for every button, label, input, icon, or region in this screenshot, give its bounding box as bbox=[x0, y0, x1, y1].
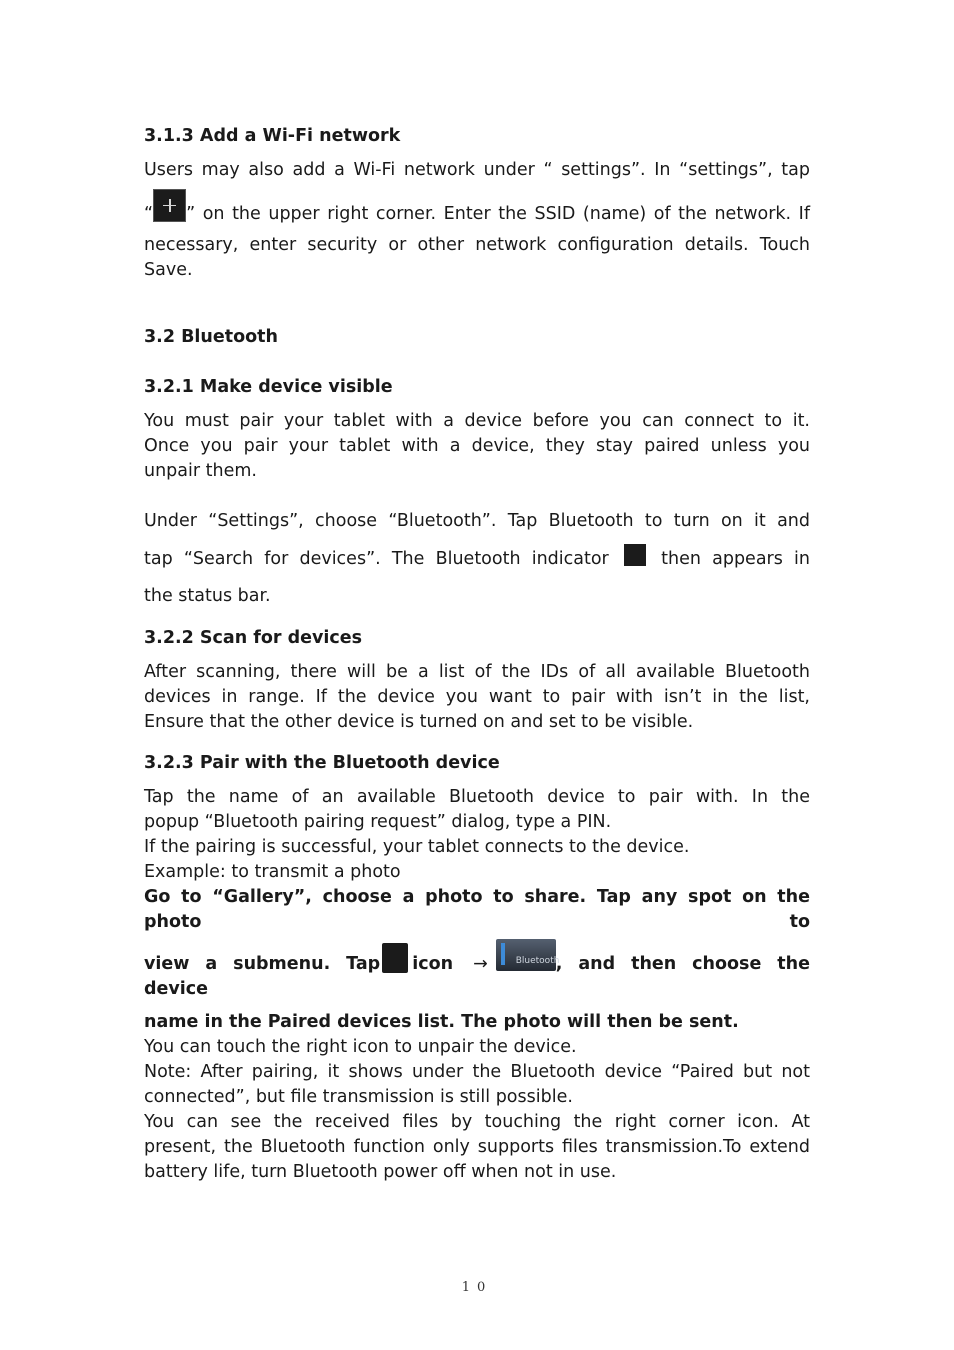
bluetooth-symbol-icon bbox=[501, 943, 505, 965]
paragraph-scan bbox=[144, 660, 810, 735]
bluetooth-button-icon bbox=[496, 939, 560, 971]
text-line: Once you pair your tablet with a device, they stay paired unless you bbox=[144, 436, 810, 456]
text-line: You can touch the right icon to unpair the device. bbox=[144, 1037, 577, 1057]
text-line: connected”, but file transmission is still possible. bbox=[144, 1087, 573, 1107]
paragraph-turn-on-bluetooth bbox=[144, 509, 810, 609]
text-fragment: , and then choose the device bbox=[144, 954, 810, 999]
bluetooth-button-label: Bluetooth bbox=[515, 956, 560, 966]
arrow-icon: → bbox=[473, 954, 488, 974]
heading-add-wifi-network: 3.1.3 Add a Wi-Fi network bbox=[144, 126, 401, 146]
bluetooth-indicator-icon bbox=[624, 544, 646, 566]
text-line: Tap the name of an available Bluetooth device to pair with. In the bbox=[144, 787, 810, 807]
text-line: Example: to transmit a photo bbox=[144, 862, 401, 882]
text-line: If the pairing is successful, your tablet connects to the device. bbox=[144, 837, 690, 857]
text-line: unpair them. bbox=[144, 461, 257, 481]
text-line: Users may also add a Wi-Fi network under “ settings”. In “settings”, tap bbox=[144, 160, 810, 180]
share-icon bbox=[382, 943, 408, 973]
text-line: Go to “Gallery”, choose a photo to share. Tap any spot on the photo to bbox=[144, 887, 810, 932]
quote-open: “ bbox=[144, 204, 154, 224]
page-number: 10 bbox=[461, 1280, 493, 1295]
heading-scan-for-devices: 3.2.2 Scan for devices bbox=[144, 628, 363, 648]
text-fragment: tap “Search for devices”. The Bluetooth indicator bbox=[144, 549, 609, 569]
paragraph-add-wifi bbox=[144, 158, 810, 283]
text-line: battery life, turn Bluetooth power off when not in use. bbox=[144, 1162, 617, 1182]
text-fragment: ” on the upper right corner. Enter the SSID (name) of the network. If bbox=[186, 204, 810, 224]
text-line: Ensure that the other device is turned on and set to be visible. bbox=[144, 712, 694, 732]
text-line bbox=[144, 202, 810, 227]
paragraph-make-visible bbox=[144, 409, 810, 484]
text-line: the status bar. bbox=[144, 586, 271, 606]
text-line: devices in range. If the device you want to pair with isn’t in the list, bbox=[144, 687, 810, 707]
text-line: You must pair your tablet with a device before you can connect to it. bbox=[144, 411, 810, 431]
text-line: Save. bbox=[144, 260, 193, 280]
text-line bbox=[144, 547, 810, 572]
text-line: popup “Bluetooth pairing request” dialog, type a PIN. bbox=[144, 812, 612, 832]
heading-pair-bluetooth-device: 3.2.3 Pair with the Bluetooth device bbox=[144, 753, 500, 773]
text-fragment: view a submenu. Tap bbox=[144, 954, 381, 974]
text-line: present, the Bluetooth function only supports files transmission.To extend bbox=[144, 1137, 810, 1157]
text-line: necessary, enter security or other network configuration details. Touch bbox=[144, 235, 810, 255]
heading-make-device-visible: 3.2.1 Make device visible bbox=[144, 377, 393, 397]
plus-icon bbox=[153, 189, 186, 222]
text-line: You can see the received files by touching the right corner icon. At bbox=[144, 1112, 810, 1132]
text-line: After scanning, there will be a list of the IDs of all available Bluetooth bbox=[144, 662, 810, 682]
paragraph-pair bbox=[144, 785, 810, 1185]
text-line bbox=[144, 952, 810, 1002]
text-line: Note: After pairing, it shows under the Bluetooth device “Paired but not bbox=[144, 1062, 810, 1082]
heading-bluetooth: 3.2 Bluetooth bbox=[144, 327, 278, 347]
text-line: name in the Paired devices list. The photo will then be sent. bbox=[144, 1012, 739, 1032]
text-fragment: icon bbox=[412, 954, 454, 974]
text-line: Under “Settings”, choose “Bluetooth”. Tap Bluetooth to turn on it and bbox=[144, 511, 810, 531]
text-fragment: then appears in bbox=[661, 549, 810, 569]
